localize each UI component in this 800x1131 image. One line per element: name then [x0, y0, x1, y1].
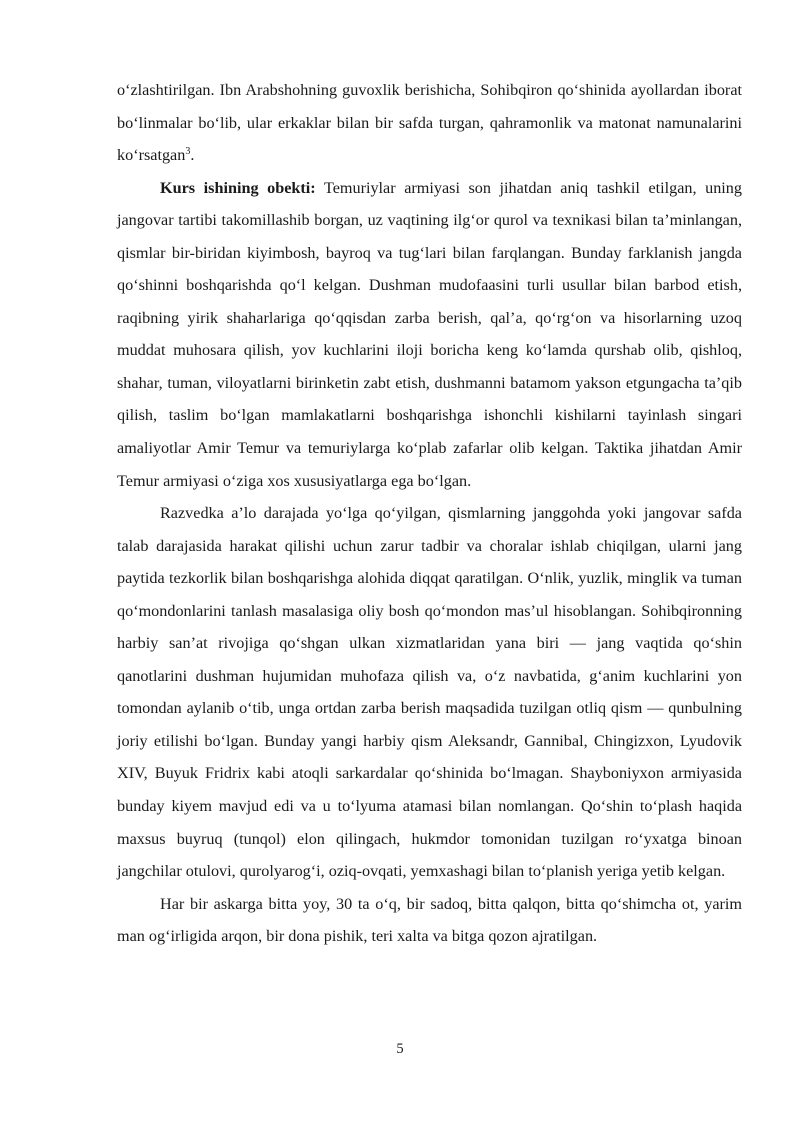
- paragraph-reconnaissance: Razvedka a’lo darajada yo‘lga qo‘yilgan, qismlarning janggohda yoki jangovar safda talab darajasida harakat qilishi uchun zarur tadbir va choralar ishlab chiqilgan, ularni jang paytida tezkorlik bilan boshqarishga alohida diqqat qaratilgan. O‘nlik, yuzlik, minglik va tuman qo‘mondonlarini tanlash masalasiga oliy bosh qo‘mondon mas’ul hisoblangan. Sohibqironning harbiy san’at rivojiga qo‘shgan ulkan xizmatlaridan yana biri — jang vaqtida qo‘shin qanotlarini dushman hujumidan muhofaza qilish va, o‘z navbatida, g‘anim kuchlarini yon tomondan aylanib o‘tib, unga ortdan zarba berish maqsadida tuzilgan otliq qism — qunbulning joriy etilishi bo‘lgan. Bunday yangi harbiy qism Aleksandr, Gannibal, Chingizxon, Lyudovik XIV, Buyuk Fridrix kabi atoqli sarkardalar qo‘shinida bo‘lmagan. Shayboniyxon armiyasida bunday kiyem mavjud edi va u to‘lyuma atamasi bilan nomlangan. Qo‘shin to‘plash haqida maxsus buyruq (tunqol) elon qilingach, hukmdor tomonidan tuzilgan ro‘yxatga binoan jangchilar otulovi, qurolyarog‘i, oziq-ovqati, yemxashagi bilan to‘planish yeriga yetib kelgan.: [117, 504, 742, 881]
- footnote-reference: 3: [185, 146, 191, 158]
- paragraph-continuation: o‘zlashtirilgan. Ibn Arabshohning guvoxlik berishicha, Sohibqiron qo‘shinida ayollardan iborat bo‘linmalar bo‘lib, ular erkaklar bilan bir safda turgan, qahramonlik va matonat namunalarini ko‘rsatgan$^3$.: [117, 81, 742, 165]
- paragraph-soldier-equipment: Har bir askarga bitta yoy, 30 ta o‘q, bir sadoq, bitta qalqon, bitta qo‘shimcha ot, yarim man og‘irligida arqon, bir dona pishik, teri xalta va bitga qozon ajratilgan.: [117, 894, 742, 946]
- paragraph-course-object: Kurs ishining obekti: Temuriylar armiyasi son jihatdan aniq tashkil etilgan, uning jangovar tartibi takomillashib borgan, uz vaqtining ilg‘or qurol va texnikasi bilan ta’minlangan, qismlar bir-biridan kiyimbosh, bayroq va tug‘lari bilan farqlangan. Bunday farklanish jangda qo‘shinni boshqarishda qo‘l kelgan. Dushman mudofaasini turli usullar bilan barbod etish, raqibning yirik shaharlariga qo‘qqisdan zarba berish, qal’a, qo‘rg‘on va hisorlarning uzoq muddat muhosara qilish, yov kuchlarini iloji boricha keng ko‘lamda qurshab olib, qishloq, shahar, tuman, viloyatlarni birinketin zabt etish, dushmanni batamom yakson etgungacha ta’qib qilish, taslim bo‘lgan mamlakatlarni boshqarishga ishonchli kishilarni tayinlash singari amaliyotlar Amir Temur va temuriylarga ko‘plab zafarlar olib kelgan. Taktika jihatdan Amir Temur armiyasi o‘ziga xos xususiyatlarga ega bo‘lgan.: [117, 178, 742, 490]
- page-number: 5: [396, 1041, 404, 1057]
- body-text: [117, 74, 742, 953]
- section-heading: Kurs ishining obekti:: [160, 178, 316, 197]
